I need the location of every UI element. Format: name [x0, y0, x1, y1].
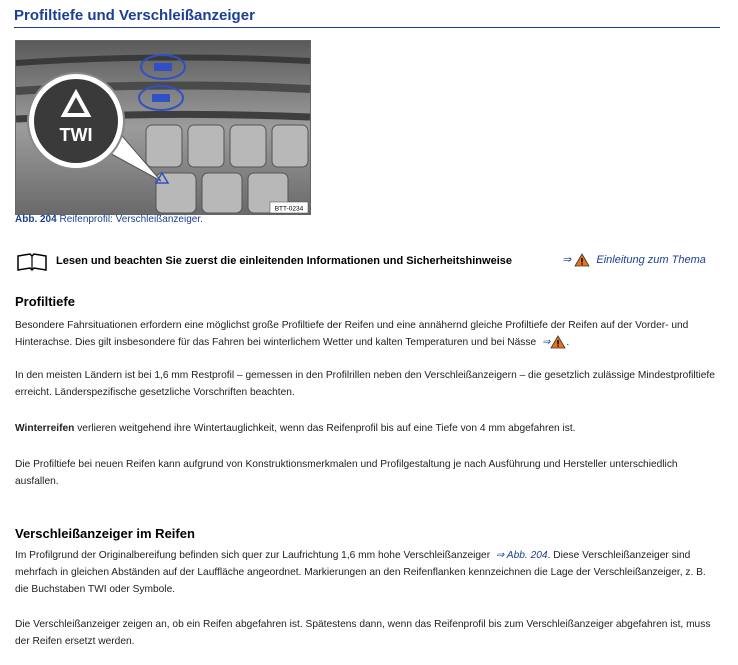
heading-verschleissanzeiger: Verschleißanzeiger im Reifen	[15, 526, 195, 541]
paragraph-verschleiss-1-a: Im Profilgrund der Originalbereifung befinden sich quer zur Laufrichtung 1,6 mm hohe Verschleißanzeiger	[15, 550, 491, 561]
warning-triangle-icon	[574, 253, 590, 267]
paragraph-profiltiefe-1-end: .	[566, 337, 570, 348]
notice-arrow: ⇒	[562, 254, 572, 266]
safety-notice	[16, 252, 716, 272]
tire-tread-figure	[15, 40, 311, 215]
paragraph-profiltiefe-1-text: Besondere Fahrsituationen erfordern eine möglichst große Profiltiefe der Reifen und eine annähernd gleiche Profiltiefe der Reifen auf der Vorder- und Hinterachse. Dies gilt insbesondere für das Fahren bei winterlichem Wetter und kalten Temperaturen und bei Nässe	[15, 320, 689, 348]
figure-code: BTT-0234	[274, 205, 304, 213]
twi-badge-text: TWI	[59, 125, 93, 145]
paragraph-profiltiefe-4: Die Profiltiefe bei neuen Reifen kann aufgrund von Konstruktionsmerkmalen und Profilgestaltung je nach Ausführung und Hersteller unterschiedlich ausfallen.	[15, 459, 678, 487]
paragraph-profiltiefe-2: In den meisten Ländern ist bei 1,6 mm Restprofil – gemessen in den Profilrillen neben den Verschleißanzeigern – die gesetzlich zulässige Mindestprofiltiefe erreicht. Länderspezifische gesetzliche Vorschriften beachten.	[15, 370, 715, 398]
intro-link-text[interactable]: Einleitung zum Thema	[596, 254, 706, 266]
figure-caption-text: Reifenprofil: Verschleißanzeiger.	[59, 214, 203, 225]
winterreifen-text: verlieren weitgehend ihre Wintertauglichkeit, wenn das Reifenprofil bis auf eine Tiefe von 4 mm abgefahren ist.	[74, 423, 576, 434]
tire-tread-illustration	[16, 41, 310, 214]
figure-number: Abb. 204	[15, 214, 57, 225]
intro-link[interactable]	[562, 253, 706, 267]
warning-triangle-icon	[550, 335, 566, 349]
warning-link[interactable]	[541, 337, 570, 348]
book-icon	[16, 252, 48, 272]
notice-text: Lesen und beachten Sie zuerst die einleitenden Informationen und Sicherheitshinweise	[56, 255, 512, 267]
winterreifen-term: Winterreifen	[15, 423, 75, 434]
page-title: Profiltiefe und Verschleißanzeiger	[14, 7, 720, 28]
paragraph-verschleiss-2: Die Verschleißanzeiger zeigen an, ob ein Reifen abgefahren ist. Spätestens dann, wenn das Reifenprofil bis zum Verschleißanzeiger abgefahren ist, muss der Reifen ersetzt werden.	[15, 619, 711, 647]
figure-caption	[15, 214, 203, 225]
paragraph-profiltiefe-1	[15, 317, 721, 351]
figure-reference-link[interactable]: ⇒ Abb. 204	[495, 550, 548, 561]
paragraph-verschleiss-1	[15, 547, 721, 598]
paragraph-winterreifen	[15, 420, 721, 437]
warning-link-arrow: ⇒	[541, 337, 551, 348]
paragraph-verschleiss-1-b: . Diese Verschleißanzeiger sind mehrfach in gleichen Abständen auf der Lauffläche angeordnet. Markierungen an den Reifenflanken kennzeichnen die Lage der Verschleißanzeiger, z. B. die Buchstaben TWI oder Symbole.	[15, 550, 706, 595]
heading-profiltiefe: Profiltiefe	[15, 294, 75, 309]
